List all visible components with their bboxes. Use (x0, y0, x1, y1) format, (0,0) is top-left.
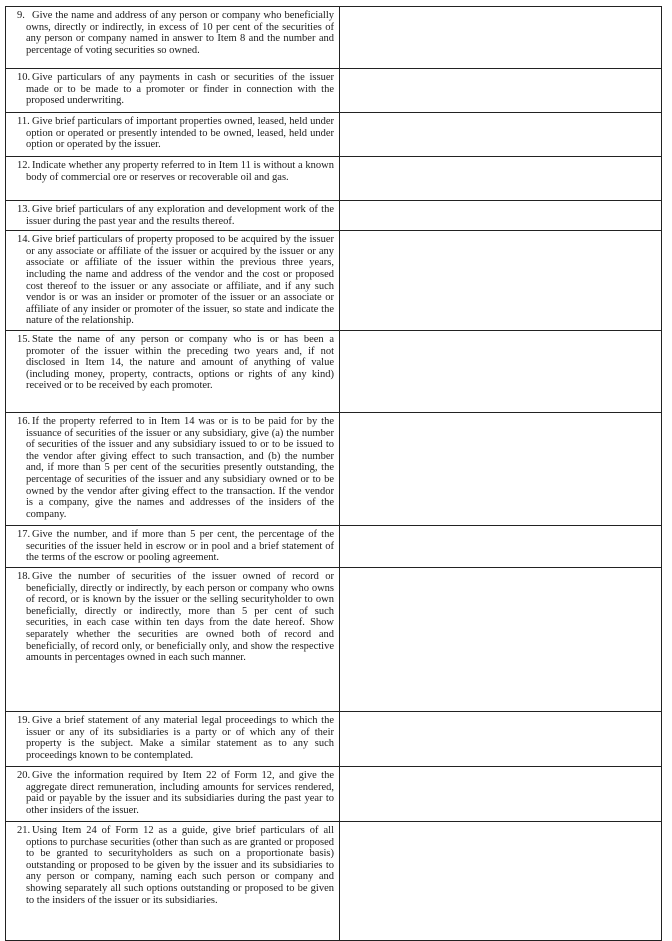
item-answer-field[interactable] (340, 7, 662, 69)
item-answer-field[interactable] (340, 525, 662, 567)
item-answer-field[interactable] (340, 69, 662, 113)
item-question-cell (6, 201, 340, 231)
form-item-row (6, 330, 662, 412)
item-number: 12. (17, 160, 31, 171)
item-question-cell (6, 113, 340, 157)
form-item-row (6, 821, 662, 940)
item-number: 10. (17, 72, 31, 83)
item-number: 19. (17, 714, 31, 726)
item-number: 9. (17, 10, 25, 21)
item-question-text: Give brief particulars of important properties owned, leased, held under option or operated or presently intended to be owned, leased, held under option or operated by the issuer. (26, 116, 334, 151)
item-answer-field[interactable] (340, 113, 662, 157)
form-item-row (6, 7, 662, 69)
form-item-row (6, 412, 662, 525)
item-question-text: Give brief particulars of any exploration and development work of the issuer during the past year and the results thereof. (26, 204, 334, 227)
item-question-cell (6, 567, 340, 711)
item-question-cell (6, 766, 340, 821)
item-question-text: If the property referred to in Item 14 was or is to be paid for by the issuance of securities of the issuer or any subsidiary, give (a) the number of securities of the issuer and any subsidiary issued to or to be issued to the vendor after giving effect to such transaction, and (b) the number and, if more than 5 per cent of the securities presently outstanding, the percentage of securities of the issuer and any subsidiary owned or to be owned by the vendor after giving effect to the transaction. If the vendor is a company, give the names and addresses of the insiders of the company. (26, 415, 334, 520)
item-question-text: Give the number, and if more than 5 per cent, the percentage of the securities of the issuer held in escrow or in pool and a brief statement of the terms of the escrow or pooling agreement. (26, 528, 334, 564)
item-question-cell (6, 821, 340, 940)
item-question-text: Give particulars of any payments in cash or securities of the issuer made or to be made to a promoter or finder in connection with the proposed underwriting. (26, 72, 334, 107)
item-number: 11. (17, 116, 30, 127)
item-question-cell (6, 330, 340, 412)
form-item-row (6, 567, 662, 711)
item-question-cell (6, 231, 340, 331)
form-item-row (6, 69, 662, 113)
form-item-row (6, 113, 662, 157)
item-question-text: State the name of any person or company who is or has been a promoter of the issuer within the preceding two years and, if not disclosed in Item 14, the nature and amount of anything of value (including money, property, contracts, options or rights of any kind) received or to be received by each promoter. (26, 333, 334, 392)
item-answer-field[interactable] (340, 821, 662, 940)
item-number: 21. (17, 824, 31, 836)
item-question-cell (6, 711, 340, 766)
item-number: 17. (17, 528, 31, 540)
item-answer-field[interactable] (340, 330, 662, 412)
item-answer-field[interactable] (340, 766, 662, 821)
item-question-text: Give brief particulars of property proposed to be acquired by the issuer or any associate or affiliate of the issuer or acquired by the issuer or any associate or affiliate of the issuer within the previous three years, including the name and address of the vendor and the cost or proposed cost thereof to the issuer or any associate or affiliate, and if any such vendor is or was an insider or promoter of the issuer or an associate or affiliate of any insider or promoter of the issuer, so state and indicate the nature of the relationship. (26, 234, 334, 327)
item-question-cell (6, 412, 340, 525)
item-question-text: Indicate whether any property referred to in Item 11 is without a known body of commercial ore or reserves or recoverable oil and gas. (26, 160, 334, 183)
item-question-text: Give the name and address of any person or company who beneficially owns, directly or indirectly, in excess of 10 per cent of the securities of any person or company named in answer to Item 8 and the number and percentage of voting securities so owned. (26, 10, 334, 56)
item-answer-field[interactable] (340, 157, 662, 201)
item-number: 16. (17, 415, 31, 427)
item-number: 18. (17, 570, 31, 582)
item-question-cell (6, 525, 340, 567)
item-number: 13. (17, 204, 31, 215)
form-item-row (6, 766, 662, 821)
item-question-cell (6, 157, 340, 201)
item-question-text: Give the number of securities of the issuer owned of record or beneficially, directly or indirectly, by each person or company who owns of record, or is known by the issuer or the selling securityholder to own beneficially, directly or indirectly, more than 5 per cent of such securities, in each case within ten days from the date hereof. Show separately whether the securities are owned both of record and beneficially, of record only, or beneficially only, and show the respective amounts in percentages owned in each such manner. (26, 570, 334, 664)
item-question-text: Give a brief statement of any material legal proceedings to which the issuer or any of its subsidiaries is a party or of which any of their property is the subject. Make a similar statement as to any such proceedings known to be contemplated. (26, 714, 334, 761)
item-answer-field[interactable] (340, 231, 662, 331)
form-item-row (6, 525, 662, 567)
item-number: 15. (17, 333, 31, 345)
item-answer-field[interactable] (340, 412, 662, 525)
form-item-row (6, 711, 662, 766)
form-item-row (6, 157, 662, 201)
item-number: 20. (17, 769, 31, 781)
item-answer-field[interactable] (340, 201, 662, 231)
item-question-text: Give the information required by Item 22 of Form 12, and give the aggregate direct remuneration, including amounts for services rendered, paid or payable by the issuer and its subsidiaries during the past year to other insiders of the issuer. (26, 769, 334, 816)
item-question-cell (6, 69, 340, 113)
form-item-row (6, 201, 662, 231)
item-question-text: Using Item 24 of Form 12 as a guide, give brief particulars of all options to purchase securities (other than such as are granted or proposed to be granted to securityholders as such on a proportionate basis) outstanding or proposed to be given by the issuer and its subsidiaries to any person or company, naming each such person or company and showing separately all such options outstanding or proposed to be given to the insiders of the issuer or its subsidiaries. (26, 824, 334, 906)
item-answer-field[interactable] (340, 711, 662, 766)
form-item-row (6, 231, 662, 331)
item-answer-field[interactable] (340, 567, 662, 711)
item-number: 14. (17, 234, 31, 246)
form-items-table (5, 6, 662, 941)
item-question-cell (6, 7, 340, 69)
form-items-body (6, 7, 662, 941)
